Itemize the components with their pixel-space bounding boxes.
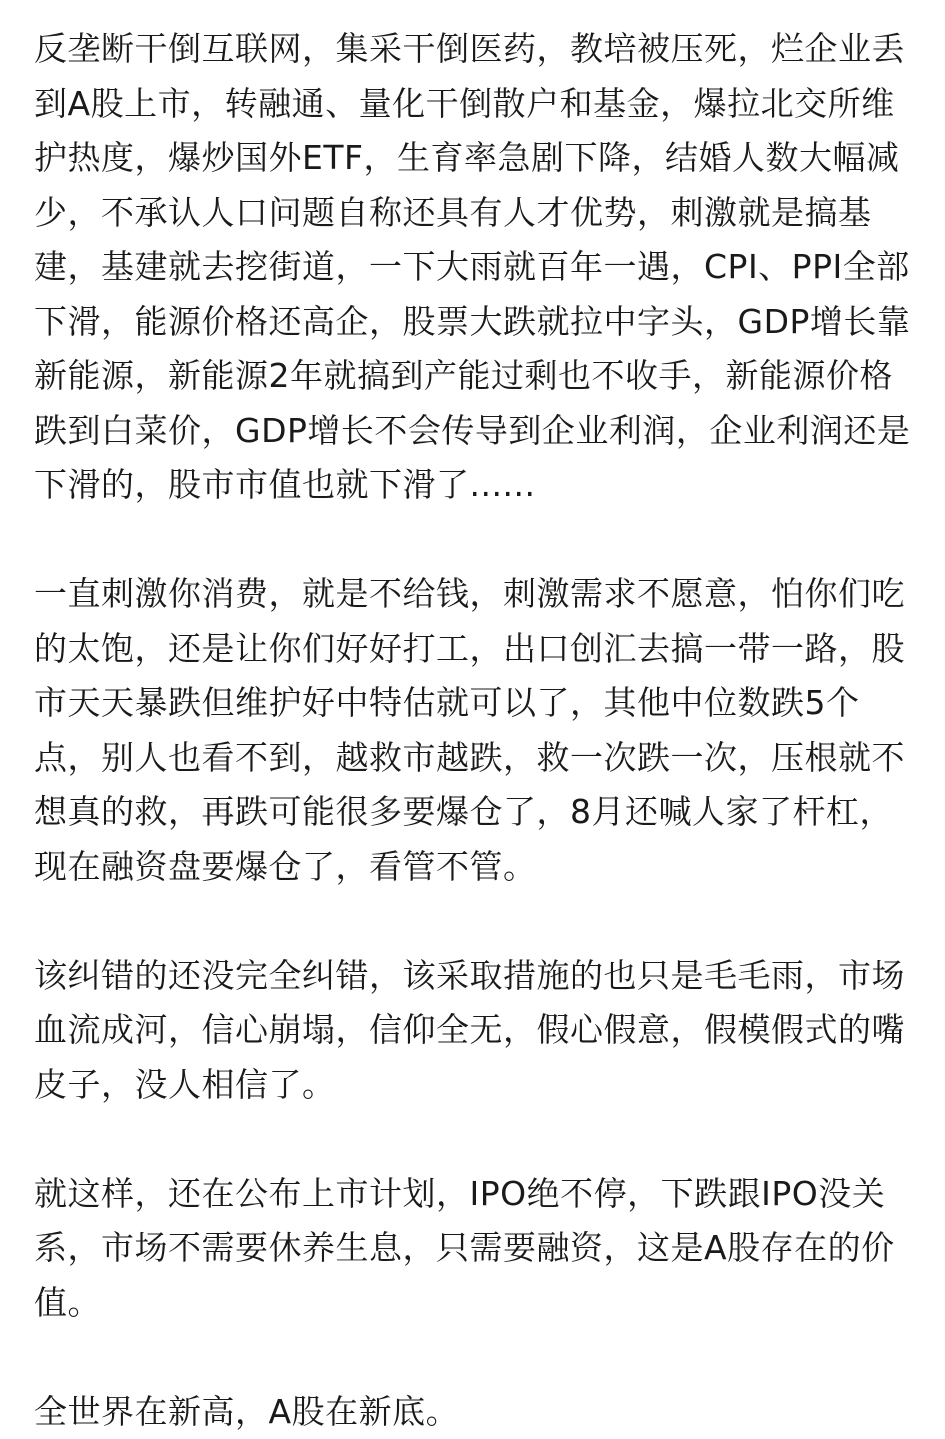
paragraph-4: 就这样，还在公布上市计划，IPO绝不停，下跌跟IPO没关系，市场不需要休养生息，只需要融资，这是A股存在的价值。 — [34, 1167, 914, 1331]
paragraph-2: 一直刺激你消费，就是不给钱，刺激需求不愿意，怕你们吃的太饱，还是让你们好好打工，出口创汇去搞一带一路，股市天天暴跌但维护好中特估就可以了，其他中位数跌5个点，别人也看不到，越救市越跌，救一次跌一次，压根就不想真的救，再跌可能很多要爆仓了，8月还喊人家了杆杠，现在融资盘要爆仓了，看管不管。 — [34, 567, 914, 894]
paragraph-5: 全世界在新高，A股在新底。 — [34, 1385, 914, 1439]
post-body — [34, 22, 914, 1439]
paragraph-gap — [34, 1330, 914, 1385]
paragraph-gap — [34, 513, 914, 568]
paragraph-3: 该纠错的还没完全纠错，该采取措施的也只是毛毛雨，市场血流成河，信心崩塌，信仰全无，假心假意，假模假式的嘴皮子，没人相信了。 — [34, 949, 914, 1113]
paragraph-gap — [34, 894, 914, 949]
paragraph-1: 反垄断干倒互联网，集采干倒医药，教培被压死，烂企业丢到A股上市，转融通、量化干倒散户和基金，爆拉北交所维护热度，爆炒国外ETF，生育率急剧下降，结婚人数大幅减少，不承认人口问题自称还具有人才优势，刺激就是搞基建，基建就去挖街道，一下大雨就百年一遇，CPI、PPI全部下滑，能源价格还高企，股票大跌就拉中字头，GDP增长靠新能源，新能源2年就搞到产能过剩也不收手，新能源价格跌到白菜价，GDP增长不会传导到企业利润，企业利润还是下滑的，股市市值也就下滑了...... — [34, 22, 914, 513]
paragraph-gap — [34, 1112, 914, 1167]
